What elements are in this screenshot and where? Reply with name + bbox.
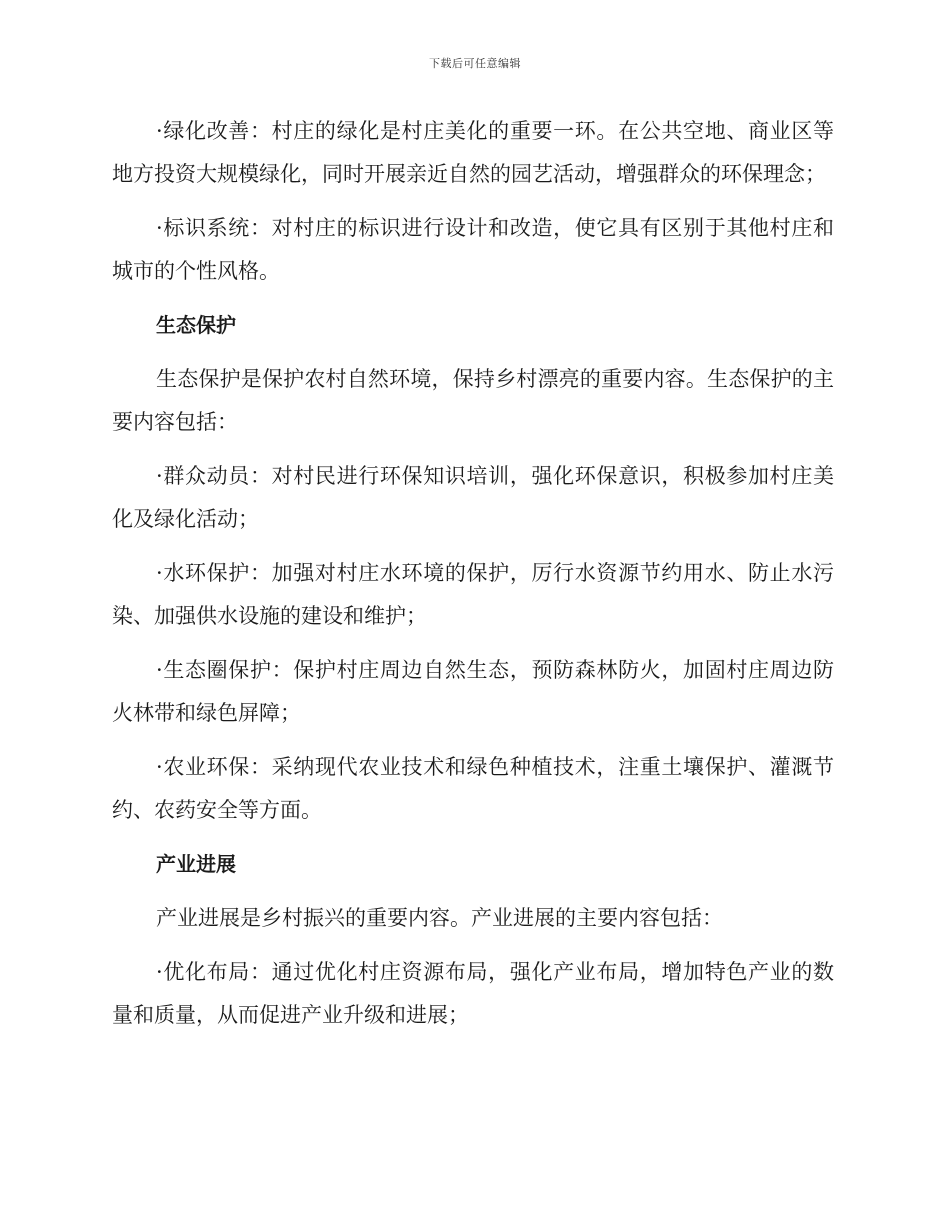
document-body (112, 110, 834, 1048)
paragraph-mobilization: ·群众动员：对村民进行环保知识培训，强化环保意识，积极参加村庄美化及绿化活动； (112, 464, 834, 531)
paragraph-agriculture: ·农业环保：采纳现代农业技术和绿色种植技术，注重土壤保护、灌溉节约、农药安全等方面。 (112, 755, 834, 822)
section-heading-industry: 产业进展 (156, 852, 236, 876)
paragraph-ecology-intro: 生态保护是保护农村自然环境，保持乡村漂亮的重要内容。生态保护的主要内容包括： (112, 367, 834, 434)
section-heading-ecology: 生态保护 (156, 313, 236, 337)
paragraph-greening: ·绿化改善：村庄的绿化是村庄美化的重要一环。在公共空地、商业区等地方投资大规模绿化，同时开展亲近自然的园艺活动，增强群众的环保理念； (112, 119, 834, 186)
paragraph-signage: ·标识系统：对村庄的标识进行设计和改造，使它具有区别于其他村庄和城市的个性风格。 (112, 216, 834, 283)
header-note: 下载后可任意编辑 (429, 57, 521, 70)
paragraph-industry-intro: 产业进展是乡村振兴的重要内容。产业进展的主要内容包括： (156, 906, 723, 930)
paragraph-water: ·水环保护：加强对村庄水环境的保护，厉行水资源节约用水、防止水污染、加强供水设施的建设和维护； (112, 561, 834, 628)
paragraph-ecosphere: ·生态圈保护：保护村庄周边自然生态，预防森林防火，加固村庄周边防火林带和绿色屏障； (112, 658, 834, 725)
paragraph-layout: ·优化布局：通过优化村庄资源布局，强化产业布局，增加特色产业的数量和质量，从而促进产业升级和进展； (112, 960, 834, 1027)
